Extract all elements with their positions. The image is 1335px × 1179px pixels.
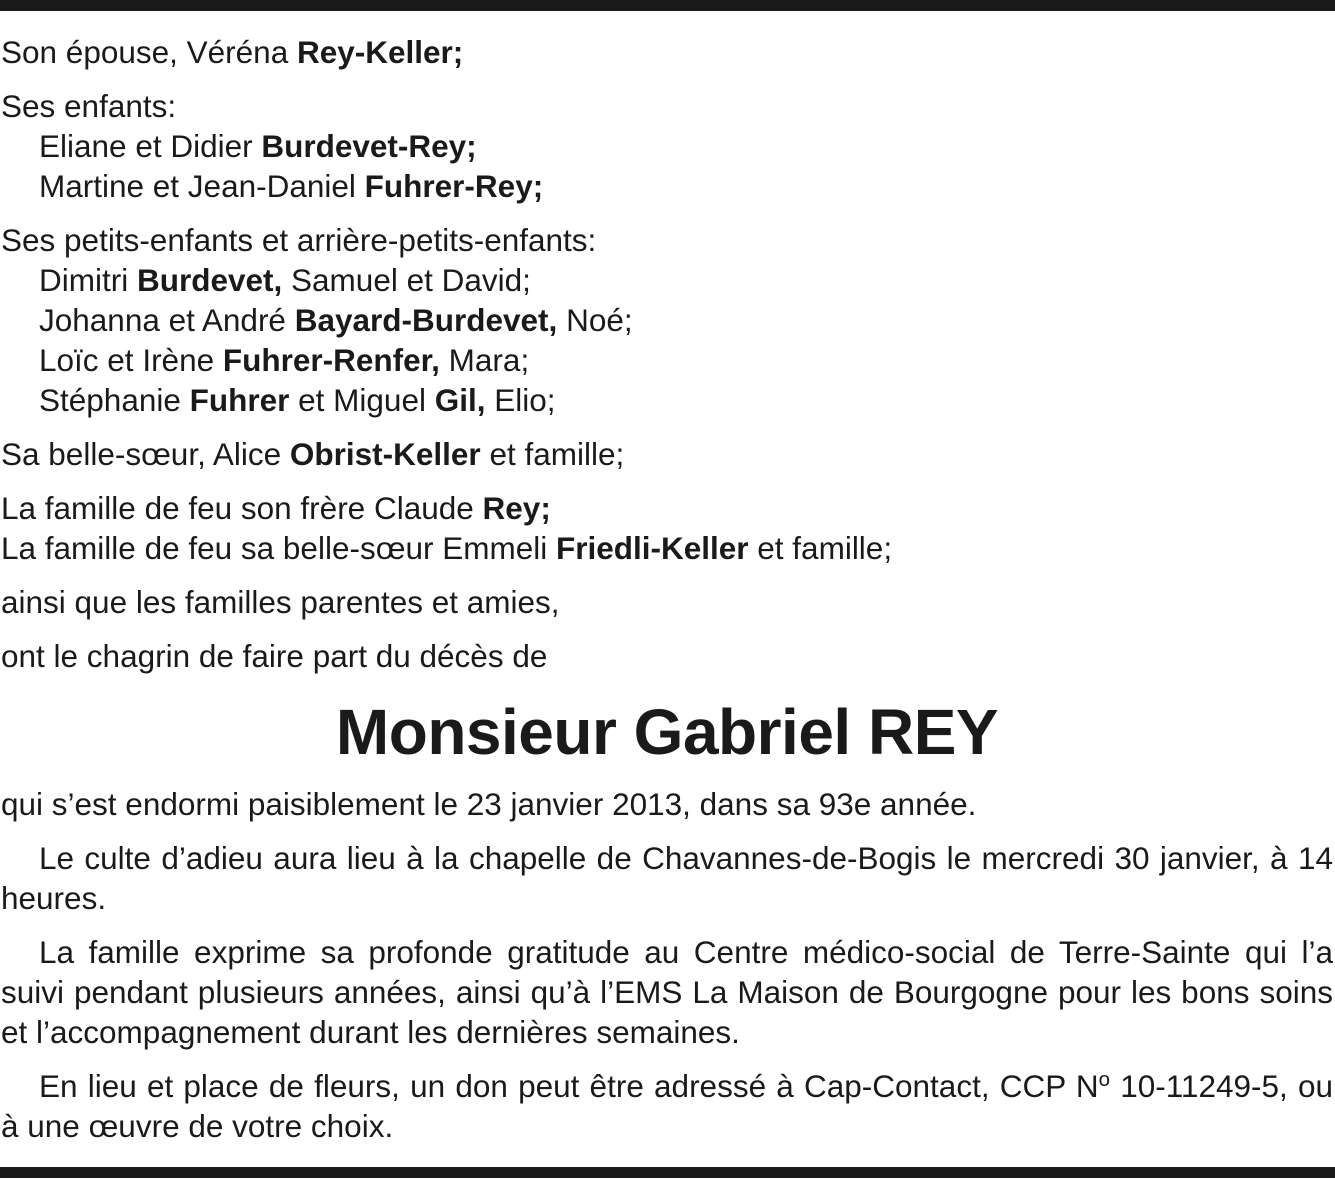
sister-in-law-line <box>1 434 1333 474</box>
donation-text-end: 10-11249-5, ou à une œuvre de votre choix. <box>1 1068 1333 1144</box>
bottom-rule <box>0 1167 1335 1178</box>
donation-text: En lieu et place de fleurs, un don peut être adressé à Cap-Contact, CCP N <box>39 1068 1099 1104</box>
sister-in-law-surname: Obrist-Keller <box>289 436 481 472</box>
gratitude-paragraph: La famille exprime sa profonde gratitude au Centre médico-social de Terre-Sainte qui l’a suivi pendant plusieurs années, ainsi qu’à l’EMS La Maison de Bourgogne pour les bons soins et l’accompagnement durant les dernières semaines. <box>1 934 1333 1050</box>
late-family-line <box>1 488 1333 528</box>
grandchild-extra: et Miguel <box>289 382 435 418</box>
grandchild-surname: Fuhrer-Renfer, <box>222 342 440 378</box>
announcement-line: ont le chagrin de faire part du décès de <box>1 638 548 674</box>
numero-superscript: o <box>1098 1067 1111 1091</box>
grandchild-line <box>1 340 1333 380</box>
child-surname: Burdevet-Rey; <box>261 128 477 164</box>
child-names: Eliane et Didier <box>39 128 262 164</box>
sister-in-law-text: Sa belle-sœur, Alice <box>1 436 290 472</box>
grandchild-line <box>1 260 1333 300</box>
grandchild-surname: Bayard-Burdevet, <box>294 302 558 338</box>
grandchild-extra: Elio; <box>485 382 556 418</box>
grandchild-names: Loïc et Irène <box>39 342 223 378</box>
sister-in-law-extra: et famille; <box>480 436 625 472</box>
late-family-text: La famille de feu son frère Claude <box>1 490 483 526</box>
grandchild-surname: Fuhrer <box>189 382 290 418</box>
late-family-line <box>1 528 1333 568</box>
grandchild-line <box>1 300 1333 340</box>
late-family-extra: et famille; <box>748 530 893 566</box>
grandchild-line <box>1 380 1333 420</box>
obituary-notice <box>1 32 1333 1146</box>
spouse-text: Son épouse, Véréna <box>1 34 297 70</box>
spouse-line <box>1 32 1333 72</box>
grandchild-extra: Noé; <box>557 302 633 338</box>
donation-paragraph <box>1 1066 1333 1146</box>
grandchild-names: Dimitri <box>39 262 137 298</box>
top-rule <box>0 0 1335 11</box>
relatives-line: ainsi que les familles parentes et amies, <box>1 584 560 620</box>
death-paragraph: qui s’est endormi paisiblement le 23 janvier 2013, dans sa 93e année. <box>1 786 977 822</box>
grandchild-extra: Samuel et David; <box>282 262 531 298</box>
child-surname: Fuhrer-Rey; <box>364 168 544 204</box>
grandchild-extra: Mara; <box>439 342 530 378</box>
grandchild-surname: Burdevet, <box>136 262 283 298</box>
late-family-text: La famille de feu sa belle-sœur Emmeli <box>1 530 556 566</box>
child-line <box>1 166 1333 206</box>
child-names: Martine et Jean-Daniel <box>39 168 365 204</box>
late-family-surname: Rey; <box>482 490 551 526</box>
children-heading: Ses enfants: <box>1 88 177 124</box>
deceased-name: Monsieur Gabriel REY <box>335 696 999 768</box>
grandchild-names: Stéphanie <box>39 382 190 418</box>
child-line <box>1 126 1333 166</box>
service-paragraph: Le culte d’adieu aura lieu à la chapelle de Chavannes-de-Bogis le mercredi 30 janvier, à 14 heures. <box>1 840 1333 916</box>
grandchildren-heading: Ses petits-enfants et arrière-petits-enfants: <box>1 222 597 258</box>
late-family-surname: Friedli-Keller <box>555 530 749 566</box>
spouse-surname: Rey-Keller; <box>296 34 464 70</box>
grandchild-surname: Gil, <box>434 382 486 418</box>
grandchild-names: Johanna et André <box>39 302 295 338</box>
